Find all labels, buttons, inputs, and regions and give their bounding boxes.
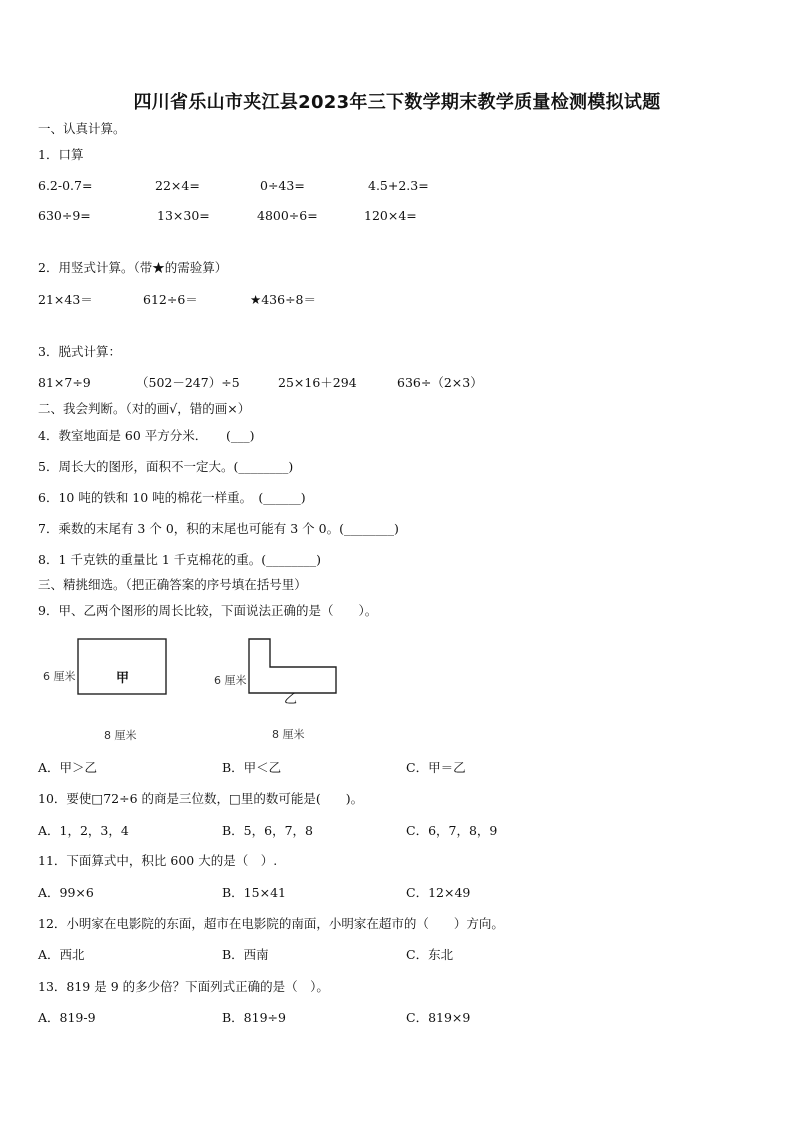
option-c: C．甲＝乙 bbox=[406, 760, 466, 775]
section-heading-1: 一、认真计算。 bbox=[38, 121, 126, 136]
option-b: B．西南 bbox=[222, 947, 269, 962]
calc-item: 120×4= bbox=[364, 208, 417, 223]
option-c: C．6，7，8，9 bbox=[406, 823, 498, 838]
option-a: A．西北 bbox=[38, 947, 85, 962]
judge-question: 6．10 吨的铁和 10 吨的棉花一样重。 (______) bbox=[38, 490, 306, 505]
step-calc-item: （502－247）÷5 bbox=[136, 375, 240, 390]
option-c: C．819×9 bbox=[406, 1010, 471, 1025]
height-label-yi: 6 厘米 bbox=[214, 674, 247, 687]
q1-label: 1．口算 bbox=[38, 147, 84, 162]
width-label-yi: 8 厘米 bbox=[272, 728, 305, 741]
figure-label-jia: 甲 bbox=[116, 671, 130, 686]
judge-question: 7．乘数的末尾有 3 个 0，积的末尾也可能有 3 个 0。(________) bbox=[38, 521, 399, 536]
calc-item: 4.5+2.3= bbox=[368, 178, 429, 193]
q11-text: 11．下面算式中，积比 600 大的是（ ）. bbox=[38, 853, 278, 868]
option-c: C．12×49 bbox=[406, 885, 471, 900]
option-c: C．东北 bbox=[406, 947, 454, 962]
height-label-jia: 6 厘米 bbox=[43, 670, 76, 683]
option-a: A．甲＞乙 bbox=[38, 760, 98, 775]
option-b: B．15×41 bbox=[222, 885, 286, 900]
judge-question: 5．周长大的图形，面积不一定大。(________) bbox=[38, 459, 294, 474]
calc-item: 22×4= bbox=[155, 178, 200, 193]
calc-item: 4800÷6= bbox=[257, 208, 318, 223]
shape-yi-outline bbox=[249, 639, 336, 693]
option-b: B．甲＜乙 bbox=[222, 760, 282, 775]
q10-text: 10．要使□72÷6 的商是三位数，□里的数可能是( )。 bbox=[38, 791, 364, 806]
calc-item: 630÷9= bbox=[38, 208, 91, 223]
option-a: A．819-9 bbox=[38, 1010, 96, 1025]
calc-item: 6.2-0.7= bbox=[38, 178, 93, 193]
option-a: A．99×6 bbox=[38, 885, 94, 900]
step-calc-item: 25×16＋294 bbox=[278, 375, 357, 390]
q12-text: 12．小明家在电影院的东面，超市在电影院的南面，小明家在超市的（ ）方向。 bbox=[38, 916, 504, 931]
vertical-calc-item: 612÷6＝ bbox=[143, 292, 198, 307]
vertical-calc-item: ★436÷8＝ bbox=[250, 292, 316, 307]
q13-text: 13．819 是 9 的多少倍？下面列式正确的是（ ）。 bbox=[38, 979, 329, 994]
width-label-jia: 8 厘米 bbox=[104, 729, 137, 742]
option-a: A．1，2，3，4 bbox=[38, 823, 129, 838]
vertical-calc-item: 21×43＝ bbox=[38, 292, 93, 307]
option-b: B．819÷9 bbox=[222, 1010, 286, 1025]
calc-item: 0÷43= bbox=[260, 178, 305, 193]
option-b: B．5，6，7，8 bbox=[222, 823, 313, 838]
figure-label-yi: 乙 bbox=[284, 692, 298, 707]
step-calc-item: 81×7÷9 bbox=[38, 375, 91, 390]
judge-question: 8．1 千克铁的重量比 1 千克棉花的重。(________) bbox=[38, 552, 322, 567]
step-calc-item: 636÷（2×3） bbox=[397, 375, 483, 390]
q9-text: 9．甲、乙两个图形的周长比较，下面说法正确的是（ ）。 bbox=[38, 603, 378, 618]
section-heading-3: 三、精挑细选。（把正确答案的序号填在括号里） bbox=[38, 577, 307, 592]
section-heading-2: 二、我会判断。（对的画√，错的画×） bbox=[38, 401, 251, 416]
calc-item: 13×30= bbox=[157, 208, 210, 223]
judge-question: 4．教室地面是 60 平方分米． (___) bbox=[38, 428, 255, 443]
q3-label: 3．脱式计算： bbox=[38, 344, 121, 359]
page-title: 四川省乐山市夹江县2023年三下数学期末教学质量检测模拟试题 bbox=[133, 92, 661, 113]
q2-label: 2．用竖式计算。（带★的需验算） bbox=[38, 260, 228, 275]
